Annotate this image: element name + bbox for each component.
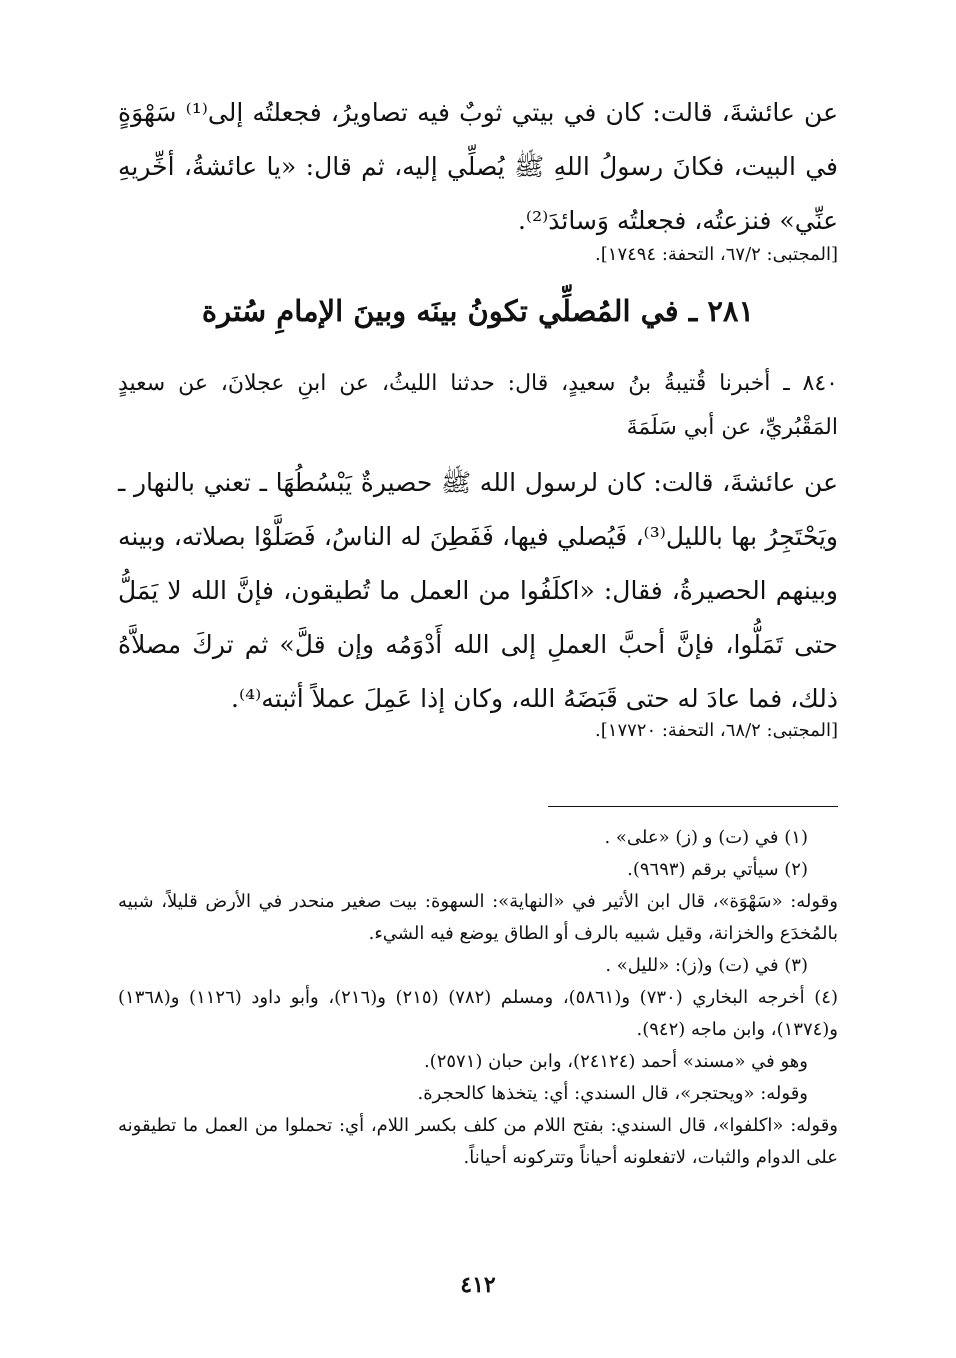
footnote-4-iklafu: وقوله: «اكلفوا»، قال السندي: بفتح اللام من كلف بكسر اللام، أي: تحملوا من العمل ما تطيقونه على الدوام والثبات، لاتفعلونه أحياناً وتتركونه أحياناً. xyxy=(118,1115,838,1168)
page-number: ٤١٢ xyxy=(460,1272,496,1298)
footnote-4-musnad: وهو في «مسند» أحمد (٢٤١٢٤)، وابن حبان (٢٥٧١). xyxy=(423,1051,808,1072)
footnote-4-yahtajir: وقوله: «ويحتجر»، قال السندي: أي: يتخذها كالحجرة. xyxy=(417,1083,808,1104)
footnote-3: (٣) في (ت) و(ز): «لليل» . xyxy=(605,955,808,976)
hadith-840-isnad: ٨٤٠ ـ أخبرنا قُتيبةُ بنُ سعيدٍ، قال: حدثنا الليثُ، عن ابنِ عجلانَ، عن سعيدٍ المَقْبُريِّ، عن أبي سَلَمَةَ xyxy=(118,371,838,440)
footnote-2-note: وقوله: «سَهْوَة»، قال ابن الأثير في «النهاية»: السهوة: بيت صغير منحدر في الأرض قليلاً، شبيه بالمُخدَع والخزانة، وقيل شبيه بالرف أو الطاق يوضع فيه الشيء. xyxy=(118,891,838,944)
hadith-paragraph-2: عن عائشةَ، قالت: كان لرسول الله ﷺ حصيرةٌ يَبْسُطُهَا ـ تعني بالنهار ـ ويَحْتَجِرُ بها بالليل⁽³⁾، فَيُصلي فيها، فَفَطِنَ له الناسُ، فَصَلَّوْا بصلاته، وبينه وبينهم الحصيرةُ، فقال: «اكلَفُوا من العمل ما تُطيقون، فإنَّ الله لا يَمَلُّ حتى تَمَلُّوا، فإنَّ أحبَّ العملِ إلى الله أَدْوَمُه وإن قلَّ» ثم تركَ مصلاَّهُ ذلك، فما عادَ له حتى قَبَضَهُ الله، وكان إذا عَمِلَ عملاً أثبته⁽⁴⁾. xyxy=(118,468,838,713)
footnote-separator xyxy=(548,806,838,807)
footnote-1: (١) في (ت) و (ز) «على» . xyxy=(604,827,808,848)
footnote-4: (٤) أخرجه البخاري (٧٣٠) و(٥٨٦١)، ومسلم (٧٨٢) (٢١٥) و(٢١٦)، وأبو داود (١١٢٦) و(١٣٦٨) و(١٣٧٤)، وابن ماجه (٩٤٢). xyxy=(118,987,838,1040)
chapter-heading: ٢٨١ ـ في المُصلِّي تكونُ بينَه وبينَ الإمامِ سُترة xyxy=(201,294,755,328)
footnote-2: (٢) سيأتي برقم (٩٦٩٣). xyxy=(627,859,808,880)
hadith-paragraph-1: عن عائشةَ، قالت: كان في بيتي ثوبٌ فيه تصاويرُ، فجعلتُه إلى⁽¹⁾ سَهْوَةٍ في البيت، فكانَ رسولُ اللهِ ﷺ يُصلِّي إليه، ثم قال: «يا عائشةُ، أخِّريهِ عنِّي» فنزعتُه، فجعلتُه وَسائدَ⁽²⁾. xyxy=(118,98,838,235)
reference-1: [المجتبى: ٦٧/٢، التحفة: ١٧٤٩٤]. xyxy=(595,244,838,265)
footnotes xyxy=(118,822,838,1174)
reference-2: [المجتبى: ٦٨/٢، التحفة: ١٧٧٢٠]. xyxy=(595,720,838,741)
